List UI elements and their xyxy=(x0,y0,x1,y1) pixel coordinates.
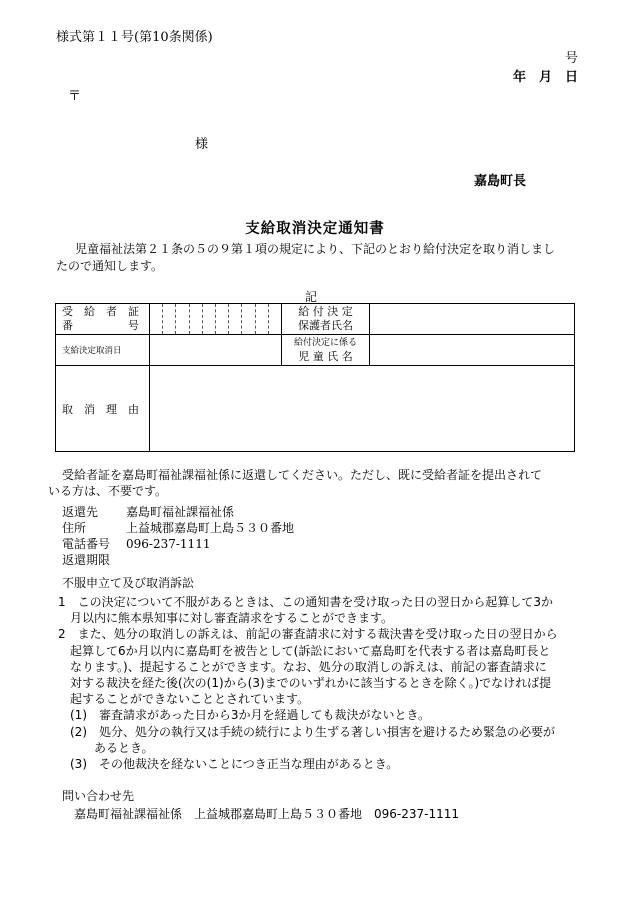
appeal-line: 2 また、処分の取消しの訴えは、前記の審査請求に対する裁決書を受け取った日の翌日から xyxy=(58,627,558,642)
notice-table xyxy=(55,303,575,452)
document-title: 支給取消決定通知書 xyxy=(245,221,385,237)
ki-label: 記 xyxy=(305,290,318,304)
recipient-cert-label-2: 番 号 xyxy=(62,319,139,332)
appeal-body xyxy=(58,594,558,772)
addressee-suffix: 様 xyxy=(195,137,209,152)
return-info-row xyxy=(62,552,294,568)
contact-heading: 問い合わせ先 xyxy=(62,789,135,803)
child-name-label-cell xyxy=(282,335,370,366)
recipient-cert-number-boxes xyxy=(150,304,282,335)
return-info-row xyxy=(62,536,294,552)
cancel-date-label: 支給決定取消日 xyxy=(56,335,150,366)
appeal-line: (3) その他裁決を経ないことにつき正当な理由があるとき。 xyxy=(58,757,399,772)
return-info-row xyxy=(62,520,294,536)
intro-line-2: たので通知します。 xyxy=(56,259,164,273)
appeal-line: (2) 処分、処分の執行又は手続の続行により生ずる著しい損害を避けるため緊急の必要が xyxy=(58,724,556,739)
recipient-cert-label-cell xyxy=(56,304,150,335)
cancel-reason-label: 取 消 理 由 xyxy=(56,366,150,452)
address-label: 住所 xyxy=(62,521,87,535)
phone-value: 096-237-1111 xyxy=(126,537,211,551)
deadline-label: 返還期限 xyxy=(62,553,111,567)
return-dest-value: 嘉島町福祉課福祉係 xyxy=(126,505,235,519)
guardian-label-cell xyxy=(282,304,370,335)
return-info-row xyxy=(62,504,294,520)
intro-line-1: 児童福祉法第２１条の５の９第１項の規定により、下記のとおり給付決定を取り消しまし xyxy=(75,242,556,256)
return-info xyxy=(62,504,294,568)
appeal-line: 起算して6か月以内に嘉島町を被告として(訴訟において嘉島町を代表する者は嘉島町長と xyxy=(58,643,551,658)
guardian-label-2: 保護者氏名 xyxy=(298,319,353,332)
postal-mark: 〒 xyxy=(68,89,82,104)
guardian-name-value xyxy=(370,304,575,335)
appeal-heading: 不服申立て及び取消訴訟 xyxy=(62,576,195,590)
child-name-value xyxy=(370,335,575,366)
recipient-cert-label-1: 受 給 者 証 xyxy=(62,305,139,318)
appeal-line: (1) 審査請求があった日から3か月を経過しても裁決がないとき。 xyxy=(58,708,431,723)
address-value: 上益城郡嘉島町上島５３０番地 xyxy=(126,521,295,535)
phone-label: 電話番号 xyxy=(62,537,111,551)
appeal-line: 月以内に熊本県知事に対し審査請求をすることができます。 xyxy=(58,611,394,626)
appeal-line: 対する裁決を経た後(次の(1)から(3)までのいずれかに該当するときを除く。)でなければ提 xyxy=(58,676,552,691)
return-dest-label: 返還先 xyxy=(62,505,99,519)
child-name-label-2: 児 童 氏 名 xyxy=(298,350,353,363)
cancel-date-value xyxy=(150,335,282,366)
appeal-line: 起することができないこととされています。 xyxy=(58,692,310,707)
appeal-line: なります。)、提起することができます。なお、処分の取消しの訴えは、前記の審査請求に xyxy=(58,659,547,674)
cancel-reason-value xyxy=(150,366,575,452)
date-label: 年 月 日 xyxy=(513,70,579,85)
contact-detail: 嘉島町福祉課福祉係 上益城郡嘉島町上島５３０番地 096-237-1111 xyxy=(74,807,460,821)
number-label: 号 xyxy=(565,51,579,66)
digit-boxes xyxy=(150,304,281,334)
guardian-label-1: 給 付 決 定 xyxy=(298,305,353,318)
child-name-label-1: 給付決定に係る xyxy=(293,338,357,348)
appeal-line: 1 この決定について不服があるときは、この通知書を受け取った日の翌日から起算して3か xyxy=(58,595,554,609)
issuer: 嘉島町長 xyxy=(474,174,527,189)
form-number: 様式第１１号(第10条関係) xyxy=(56,30,213,45)
return-notice-line-2: いる方は、不要です。 xyxy=(48,484,168,498)
return-notice-line-1: 受給者証を嘉島町福祉課福祉係に返還してください。ただし、既に受給者証を提出されて xyxy=(62,468,543,482)
appeal-line: あるとき。 xyxy=(58,740,154,755)
